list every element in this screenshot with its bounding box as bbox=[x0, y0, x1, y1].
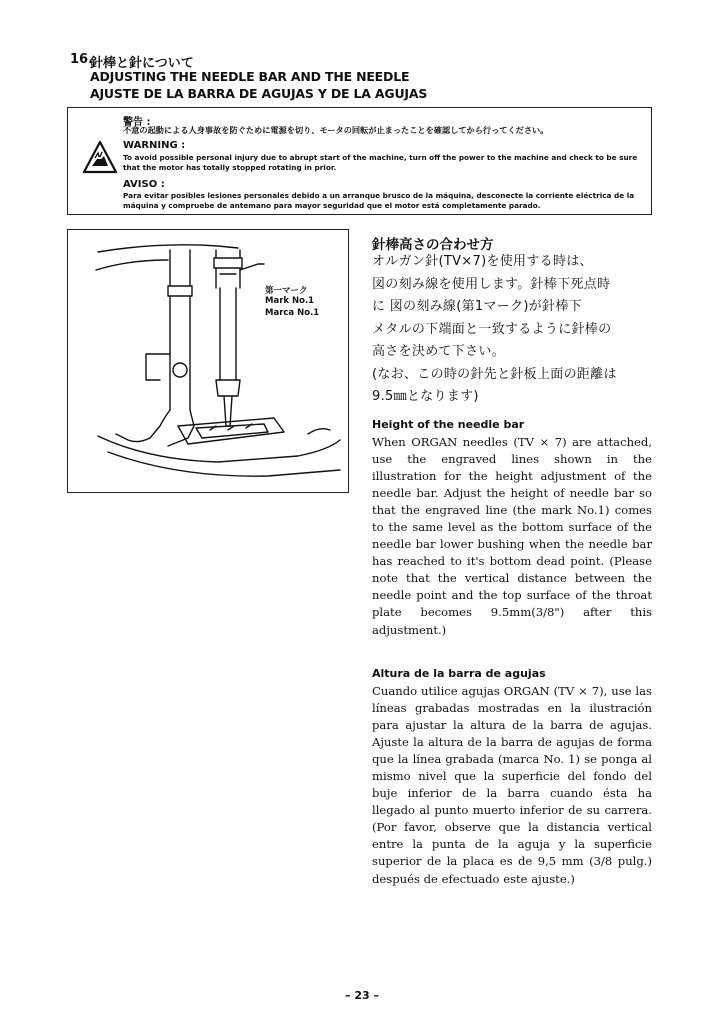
english-section-body: When ORGAN needles (TV × 7) are attached, use the engraved lines shown in the illustration for the height adjustment of the needle bar. Adjust the height of needle bar so that the engraved line (the mark No.1) comes to the same level as the bottom surface of the needle bar lower bushing when the needle bar has reached to it's bottom dead point. (Please note that the vertical distance between the needle point and the top surface of the throat plate becomes 9.5mm(3/8") after this adjustment.) bbox=[372, 435, 652, 637]
spanish-section-title: Altura de la barra de agujas bbox=[372, 667, 546, 680]
japanese-line: メタルの下端面と一致するように針棒の bbox=[372, 321, 612, 337]
warning-title-japanese: 警告 : bbox=[123, 117, 151, 128]
japanese-section-title: 針棒高さの合わせ方 bbox=[372, 237, 494, 253]
hand-hazard-warning-icon bbox=[82, 140, 118, 174]
mark-label-english: Mark No.1 bbox=[265, 296, 315, 306]
warning-text-spanish: Para evitar posibles lesiones personales debido a un arranque brusco de la máquina, desconecte la corriente eléctrica de la máquina y compruebe de antemano para mayor seguridad que el motor está completamente parado. bbox=[123, 191, 635, 210]
warning-title-english: WARNING : bbox=[123, 140, 186, 151]
japanese-section-body bbox=[372, 251, 657, 409]
section-title-spanish: AJUSTE DE LA BARRA DE AGUJAS Y DE LA AGUJAS bbox=[90, 86, 428, 101]
japanese-line: 図の刻み線を使用します。針棒下死点時 bbox=[372, 276, 611, 292]
japanese-line: (なお、この時の針先と針板上面の距離は bbox=[372, 366, 617, 382]
section-title-english: ADJUSTING THE NEEDLE BAR AND THE NEEDLE bbox=[90, 69, 410, 84]
japanese-line: 9.5㎜となります) bbox=[372, 389, 479, 404]
warning-text-english: To avoid possible personal injury due to abrupt start of the machine, turn off the power to the machine and check to be sure that the motor has totally stopped rotating in prior. bbox=[123, 153, 638, 172]
english-section-title: Height of the needle bar bbox=[372, 418, 525, 431]
needle-bar-illustration bbox=[67, 229, 349, 493]
section-title-japanese: 針棒と針について bbox=[90, 56, 194, 71]
page-number: – 23 – bbox=[345, 989, 379, 1002]
section-number: 16. bbox=[70, 52, 94, 67]
mark-label-japanese: 第一マーク bbox=[265, 286, 308, 296]
japanese-line: 高さを決めて下さい。 bbox=[372, 344, 506, 359]
needle-bar-drawing bbox=[68, 230, 350, 494]
japanese-line: オルガン針(TV×7)を使用する時は、 bbox=[372, 254, 593, 269]
mark-label-spanish: Marca No.1 bbox=[265, 308, 320, 318]
warning-title-spanish: AVISO : bbox=[123, 179, 165, 190]
japanese-line: に 図の刻み線(第1マーク)が針棒下 bbox=[372, 299, 582, 314]
warning-text-japanese: 不意の起動による人身事故を防ぐために電源を切り、モータの回転が止まったことを確認してから行ってください。 bbox=[123, 125, 549, 135]
spanish-section-body: Cuando utilice agujas ORGAN (TV × 7), use las líneas grabadas mostradas en la ilustración para ajustar la altura de la barra de agujas. Ajuste la altura de la barra de agujas de forma que la línea grabada (marca No. 1) se ponga al mismo nivel que la superficie del fondo del buje inferior de la barra cuando ésta ha llegado al punto muerto inferior de su carrera. (Por favor, observe que la distancia vertical entre la punta de la aguja y la superficie superior de la placa es de 9,5 mm (3/8 pulg.) después de efectuado este ajuste.) bbox=[372, 684, 652, 886]
